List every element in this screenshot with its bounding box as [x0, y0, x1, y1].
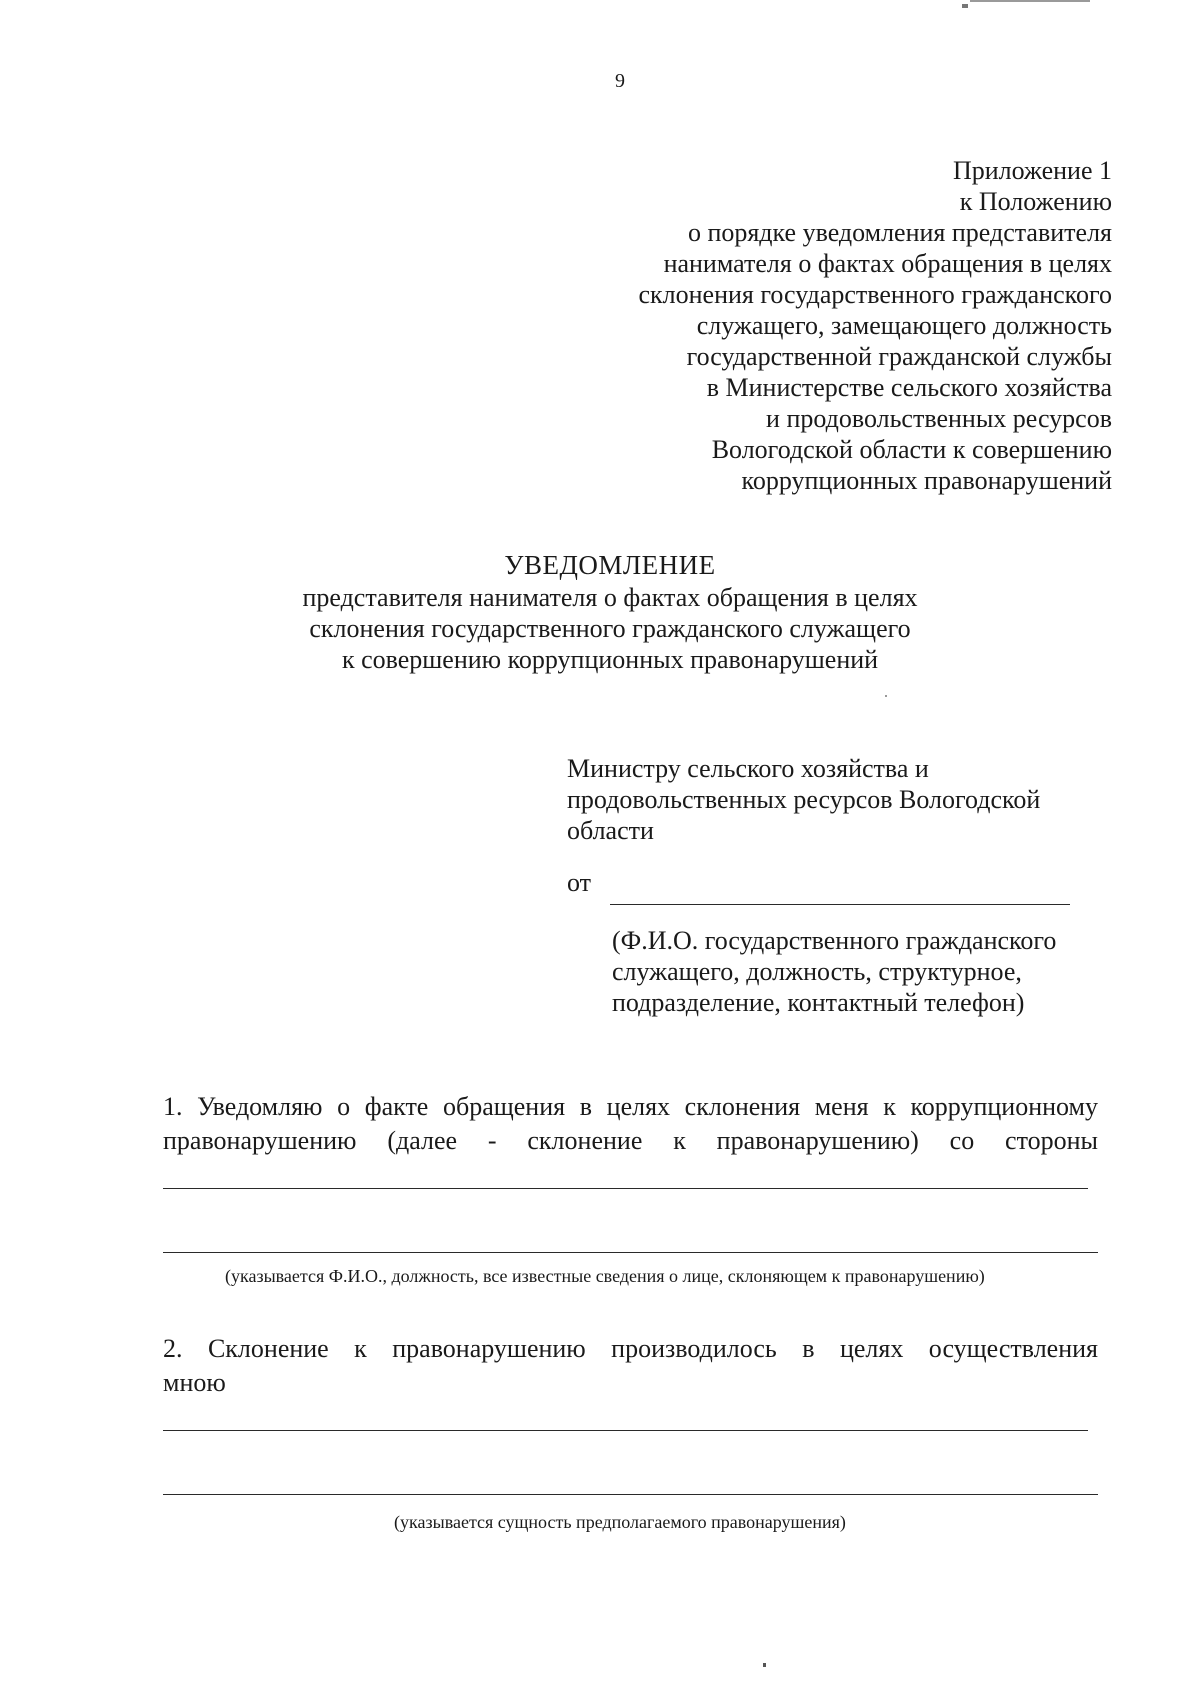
caption-line: подразделение, контактный телефон): [612, 988, 1025, 1017]
appendix-line: служащего, замещающего должность: [696, 311, 1112, 340]
appendix-line: в Министерстве сельского хозяйства: [706, 373, 1112, 402]
from-label: от: [567, 868, 592, 897]
notice-heading: [230, 548, 990, 675]
appendix-line: нанимателя о фактах обращения в целях: [663, 249, 1112, 278]
addressee-block: [567, 753, 1127, 846]
paragraph-2-line: мною: [163, 1368, 226, 1397]
from-row: [567, 868, 1107, 908]
appendix-line: к Положению: [959, 187, 1112, 216]
paragraph-1: [163, 1090, 1098, 1158]
subtitle-line: склонения государственного гражданского служащего: [309, 614, 911, 643]
subtitle-line: представителя нанимателя о фактах обращения в целях: [302, 583, 918, 612]
paragraph-2: [163, 1332, 1098, 1400]
from-field-caption: [612, 925, 1132, 1018]
subtitle-line: к совершению коррупционных правонарушений: [341, 645, 879, 674]
scan-speck: [763, 1663, 766, 1667]
paragraph-2-fill-line[interactable]: [163, 1430, 1088, 1431]
paragraph-2-line: 2. Склонение к правонарушению производилось в целях осуществления: [163, 1334, 1098, 1363]
addressee-line: области: [567, 816, 654, 845]
addressee-line: Министру сельского хозяйства и: [567, 754, 929, 783]
caption-line: (Ф.И.О. государственного гражданского: [612, 926, 1057, 955]
appendix-line: Приложение 1: [952, 156, 1112, 185]
scan-speck: [962, 4, 968, 8]
appendix-header: [552, 155, 1112, 496]
paragraph-1-fill-line[interactable]: [163, 1188, 1088, 1189]
scan-speck: [885, 695, 887, 697]
document-title: УВЕДОМЛЕНИЕ: [504, 550, 716, 580]
appendix-line: государственной гражданской службы: [686, 342, 1112, 371]
appendix-line: коррупционных правонарушений: [741, 466, 1112, 495]
from-field-line[interactable]: [610, 904, 1070, 905]
caption-line: служащего, должность, структурное,: [612, 957, 1022, 986]
paragraph-2-fill-line[interactable]: [163, 1494, 1098, 1495]
paragraph-1-line: 1. Уведомляю о факте обращения в целях склонения меня к коррупционному: [163, 1092, 1098, 1121]
appendix-line: склонения государственного гражданского: [638, 280, 1112, 309]
paragraph-1-line: правонарушению (далее - склонение к правонарушению) со стороны: [163, 1126, 1098, 1155]
page-number: 9: [615, 70, 625, 92]
appendix-line: и продовольственных ресурсов: [766, 404, 1112, 433]
scan-edge-mark: [970, 0, 1090, 2]
paragraph-1-caption: (указывается Ф.И.О., должность, все известные сведения о лице, склоняющем к правонарушению): [225, 1266, 985, 1286]
appendix-line: о порядке уведомления представителя: [687, 218, 1112, 247]
paragraph-2-caption: (указывается сущность предполагаемого правонарушения): [394, 1512, 846, 1532]
appendix-line: Вологодской области к совершению: [711, 435, 1112, 464]
addressee-line: продовольственных ресурсов Вологодской: [567, 785, 1041, 814]
paragraph-1-fill-line[interactable]: [163, 1252, 1098, 1253]
document-subtitle: [230, 582, 990, 675]
